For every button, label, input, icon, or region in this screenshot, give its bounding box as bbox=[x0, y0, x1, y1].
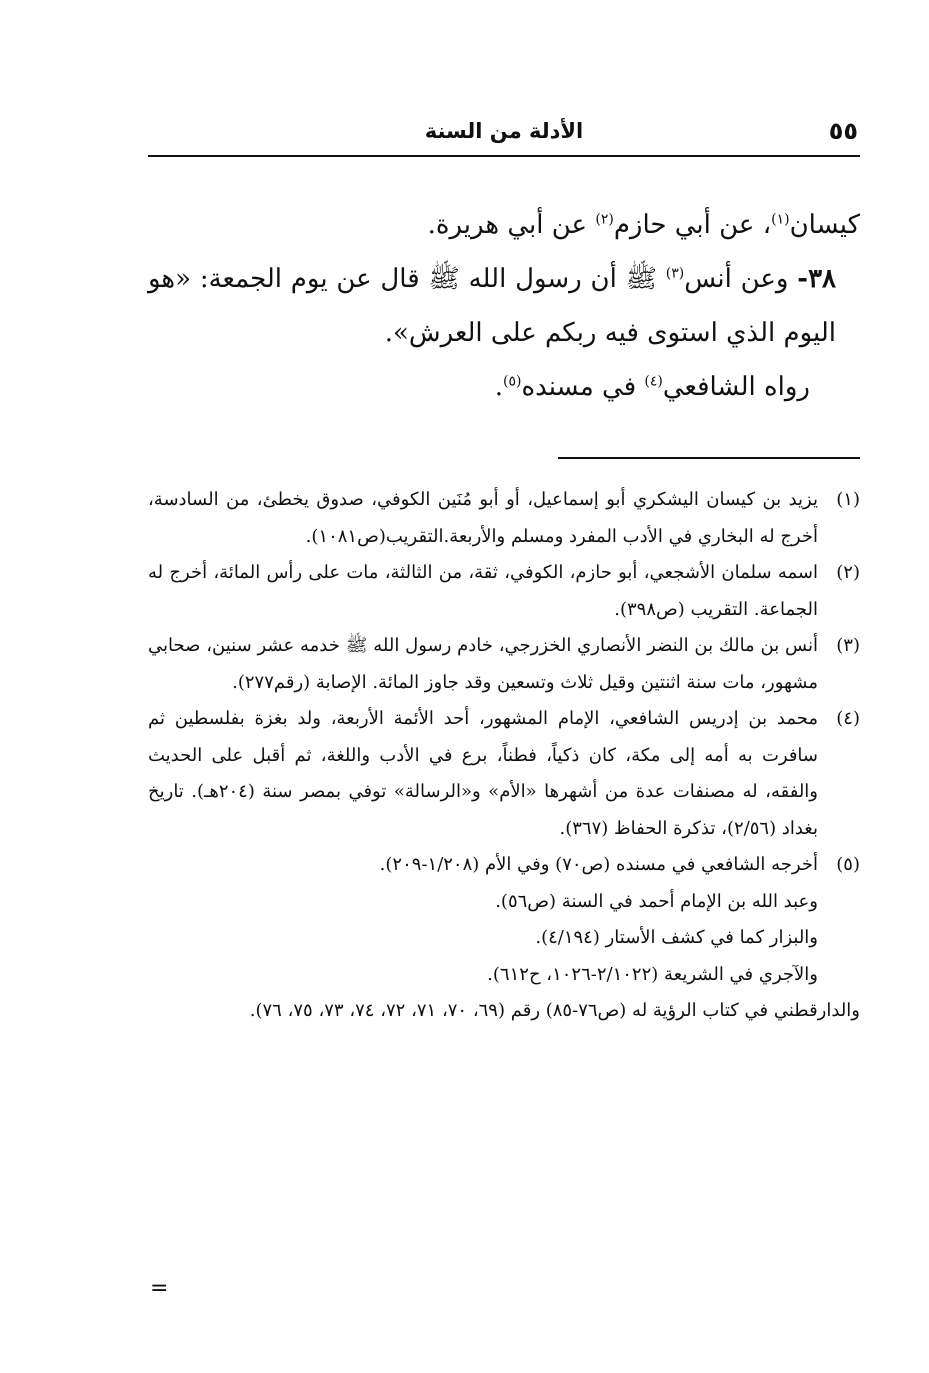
footnote-text: أخرجه الشافعي في مسنده (ص٧٠) وفي الأم (١/٢٠٨-٢٠٩). bbox=[379, 854, 818, 875]
hadith-paragraph bbox=[148, 252, 860, 360]
hadith-number: ٣٨- bbox=[797, 264, 836, 294]
continuation-line bbox=[148, 198, 860, 252]
footnote-3 bbox=[148, 628, 860, 701]
continuation-mark: = bbox=[150, 1276, 169, 1301]
text-run: عن أبي هريرة. bbox=[427, 210, 596, 240]
page-number: ٥٥ bbox=[828, 117, 858, 145]
footnote-number: (١) bbox=[836, 489, 860, 510]
text-run: . bbox=[494, 372, 504, 402]
footnote-text: محمد بن إدريس الشافعي، الإمام المشهور، أحد الأئمة الأربعة، ولد بغزة بفلسطين ثم سافرت به أمه إلى مكة، كان ذكياً، فطناً، برع في الأدب واللغة، ثم أقبل على الحديث والفقه، له مصنفات عدة من أشهرها «الأم» و«الرسالة» توفي بمصر سنة (٢٠٤هـ). تاريخ بغداد (٢/٥٦)، تذكرة الحفاظ (٣٦٧). bbox=[148, 708, 819, 839]
footnote-4 bbox=[148, 701, 860, 847]
header-rule bbox=[148, 155, 860, 157]
footnotes bbox=[148, 482, 860, 1030]
footnote-separator bbox=[558, 457, 860, 459]
footnote-5-line: والدارقطني في كتاب الرؤية له (ص٧٦-٨٥) رقم (٦٩، ٧٠، ٧١، ٧٢، ٧٤، ٧٣، ٧٥، ٧٦). bbox=[249, 1000, 860, 1021]
text-run: كيسان bbox=[789, 210, 860, 240]
text-run: وعن أنس bbox=[684, 264, 798, 294]
footnote-5-line: وعبد الله بن الإمام أحمد في السنة (ص٥٦). bbox=[495, 890, 818, 912]
footnote-2 bbox=[148, 555, 860, 628]
footnote-ref-4[interactable]: (٤) bbox=[644, 373, 663, 390]
main-text bbox=[148, 198, 860, 414]
text-run: رواه الشافعي bbox=[662, 372, 810, 402]
attribution-line bbox=[148, 360, 860, 414]
footnote-ref-3[interactable]: (٣) bbox=[665, 265, 685, 282]
footnote-5-line: والآجري في الشريعة (٢/١٠٢٢-١٠٢٦، ح٦١٢). bbox=[487, 963, 818, 985]
footnote-text: اسمه سلمان الأشجعي، أبو حازم، الكوفي، ثقة، من الثالثة، مات على رأس المائة، أخرج له الجماعة. التقريب (ص٣٩٨). bbox=[148, 562, 818, 620]
footnote-number: (٣) bbox=[836, 635, 860, 656]
text-run: ﷺ أن رسول الله ﷺ قال عن يوم الجمعة: «هو اليوم الذي استوى فيه ربكم على العرش». bbox=[148, 264, 836, 348]
footnote-5-line: والبزار كما في كشف الأستار (٤/١٩٤). bbox=[535, 927, 818, 948]
footnote-5 bbox=[148, 847, 860, 884]
page-header bbox=[148, 112, 860, 156]
footnote-number: (٥) bbox=[836, 854, 860, 875]
footnote-ref-2[interactable]: (٢) bbox=[595, 211, 614, 228]
footnote-ref-5[interactable]: (٥) bbox=[503, 373, 522, 390]
footnote-1 bbox=[148, 482, 860, 555]
footnote-number: (٤) bbox=[836, 708, 860, 729]
footnote-number: (٢) bbox=[836, 562, 860, 583]
footnote-text: أنس بن مالك بن النضر الأنصاري الخزرجي، خادم رسول الله ﷺ خدمه عشر سنين، صحابي مشهور، مات سنة اثنتين وقيل ثلاث وتسعين وقد جاوز المائة. الإصابة (رقم٢٧٧). bbox=[148, 635, 818, 693]
footnote-ref-1[interactable]: (١) bbox=[771, 211, 790, 228]
text-run: في مسنده bbox=[521, 372, 645, 402]
footnote-text: يزيد بن كيسان اليشكري أبو إسماعيل، أو أبو مُنَين الكوفي، صدوق يخطئ، من السادسة، أخرج له البخاري في الأدب المفرد ومسلم والأربعة.التقريب(ص١٠٨١). bbox=[148, 489, 818, 547]
running-title: الأدلة من السنة bbox=[424, 119, 584, 143]
text-run: ، عن أبي حازم bbox=[613, 210, 772, 240]
